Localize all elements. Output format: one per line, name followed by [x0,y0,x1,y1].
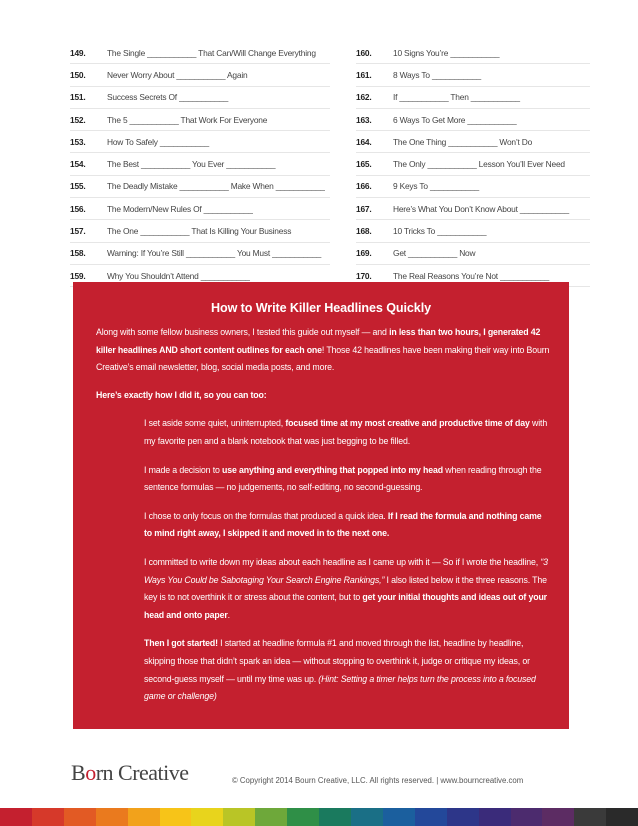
step-highlight: Then I got started! [144,638,218,649]
stripe-segment [415,808,447,826]
item-number: 170. [356,270,372,281]
item-number: 159. [70,270,86,281]
item-text: Warning: If You’re Still ___________ You Must ___________ [107,248,322,259]
item-number: 153. [70,136,86,147]
item-number: 154. [70,159,86,170]
logo-mark: o [85,760,96,785]
item-text: Get ___________ Now [393,248,476,259]
stripe-segment [0,808,32,826]
list-item [356,243,590,265]
item-number: 161. [356,69,372,80]
item-number: 160. [356,47,372,58]
list-item [70,176,330,198]
item-text: The Only ___________ Lesson You’ll Ever Need [393,159,565,170]
item-text: The Deadly Mistake ___________ Make When ___________ [107,181,325,192]
step-paragraph [144,508,551,543]
item-number: 166. [356,181,372,192]
list-item [356,198,590,220]
stripe-segment [574,808,606,826]
step-text: I chose to only focus on the formulas that produced a quick idea. [144,510,388,521]
stripe-segment [287,808,319,826]
item-number: 165. [356,159,372,170]
formula-column-right [330,42,590,287]
list-item [70,153,330,175]
item-text: 6 Ways To Get More ___________ [393,114,517,125]
item-number: 149. [70,47,86,58]
step-text: with my favorite pen and a blank notebook that was just begging to be filled. [144,418,548,446]
intro-highlight: in less than two hours, I generated 42 killer headlines AND short content outlines for each one [96,327,541,355]
step-highlight: use anything and everything that popped into my head [222,464,443,475]
list-item [70,243,330,265]
item-number: 163. [356,114,372,125]
item-text: 10 Tricks To ___________ [393,226,487,237]
item-text: The One Thing ___________ Won’t Do [393,136,533,147]
item-number: 158. [70,248,86,259]
item-number: 157. [70,226,86,237]
step-text: I also listed below it the three reasons. The key is to not overthink it or stress about the content, but to [144,574,547,603]
stripe-segment [160,808,192,826]
tips-panel [73,282,569,729]
list-item [356,220,590,242]
item-text: Success Secrets Of ___________ [107,92,229,103]
step-text: I committed to write down my ideas about each headline as I came up with it — So if I wrote the headline, [144,556,541,567]
logo-text: rn Creative [95,760,189,785]
list-item [70,198,330,220]
step-text: I started at headline formula #1 and moved through the list, headline by headline, skipping those that didn’t spark an idea — without stopping to overthink it, judge or critique my ideas, or second-guess myself — until my time was up. [144,638,530,684]
item-number: 168. [356,226,372,237]
item-text: How To Safely ___________ [107,136,209,147]
headline-formula-list [70,42,590,287]
stripe-segment [223,808,255,826]
item-number: 162. [356,92,372,103]
item-text: The Single ___________ That Can/Will Change Everything [107,47,316,58]
step-text: when reading through the sentence formulas — no judgements, no self-editing, no second-guessing. [144,464,542,493]
list-item [356,176,590,198]
step-highlight: focused time at my most creative and productive time of day [285,418,530,429]
intro-text-end: ! Those 42 headlines have been making their way into Bourn Creative’s email newsletter, blog, social media posts, and more. [96,344,550,373]
step-text: I made a decision to [144,464,223,475]
list-item [70,64,330,86]
list-item [356,153,590,175]
step-text: . [227,609,230,620]
list-item [356,42,590,64]
list-item [356,64,590,86]
panel-subhead: Here’s exactly how I did it, so you can too: [96,389,267,400]
item-number: 150. [70,69,86,80]
stripe-segment [32,808,64,826]
stripe-segment [511,808,543,826]
step-italic: (Hint: Setting a timer helps turn the process into a focused game or challenge) [144,673,536,702]
item-text: Why You Shouldn’t Attend ___________ [107,270,250,281]
item-number: 152. [70,114,86,125]
item-number: 169. [356,248,372,259]
item-text: The 5 ___________ That Work For Everyone [107,114,268,125]
item-text: Never Worry About ___________ Again [107,69,248,80]
panel-title: How to Write Killer Headlines Quickly [210,301,431,315]
item-text: The Modern/New Rules Of ___________ [107,203,253,214]
item-text: Here’s What You Don’t Know About ___________ [393,203,569,214]
stripe-segment [191,808,223,826]
intro-paragraph [96,324,551,377]
step-highlight: get your initial thoughts and ideas out of your head and onto paper [144,592,547,620]
step-italic: “3 Ways You Could be Sabotaging Your Search Engine Rankings,” [144,556,548,585]
stripe-segment [255,808,287,826]
item-text: The Best ___________ You Ever ___________ [107,159,276,170]
step-paragraph [144,415,551,450]
list-item [70,87,330,109]
stripe-segment [542,808,574,826]
copyright-notice: © Copyright 2014 Bourn Creative, LLC. All rights reserved. | www.bourncreative.com [232,776,524,785]
step-text: I set aside some quiet, uninterrupted, [144,418,286,429]
list-item [70,220,330,242]
stripe-segment [64,808,96,826]
stripe-segment [351,808,383,826]
intro-text: Along with some fellow business owners, I tested this guide out myself — and [96,327,390,337]
list-item [70,109,330,131]
list-item [356,87,590,109]
stripe-segment [447,808,479,826]
formula-column-left [70,42,330,287]
list-item [70,131,330,153]
stripe-segment [319,808,351,826]
item-text: 9 Keys To ___________ [393,181,479,192]
item-text: 8 Ways To ___________ [393,69,481,80]
list-item [356,131,590,153]
stripe-segment [96,808,128,826]
item-number: 151. [70,92,86,103]
list-item [70,42,330,64]
item-number: 164. [356,136,372,147]
panel-body [73,324,569,706]
list-item [356,109,590,131]
item-text: The Real Reasons You’re Not ___________ [393,270,550,281]
step-paragraph [144,554,551,624]
bourn-creative-logo [71,760,189,786]
color-stripe [0,808,638,826]
item-text: If ___________ Then ___________ [393,92,520,103]
stripe-segment [479,808,511,826]
item-number: 155. [70,181,86,192]
step-highlight: If I read the formula and nothing came to mind right away, I skipped it and moved in to the next one. [144,510,542,539]
step-paragraph [144,462,551,497]
item-number: 156. [70,203,86,214]
step-paragraph [144,635,551,705]
stripe-segment [383,808,415,826]
item-text: 10 Signs You’re ___________ [393,47,500,58]
logo-letter: B [71,760,86,785]
item-number: 167. [356,203,372,214]
stripe-segment [606,808,638,826]
stripe-segment [128,808,160,826]
item-text: The One ___________ That Is Killing Your Business [107,226,292,237]
